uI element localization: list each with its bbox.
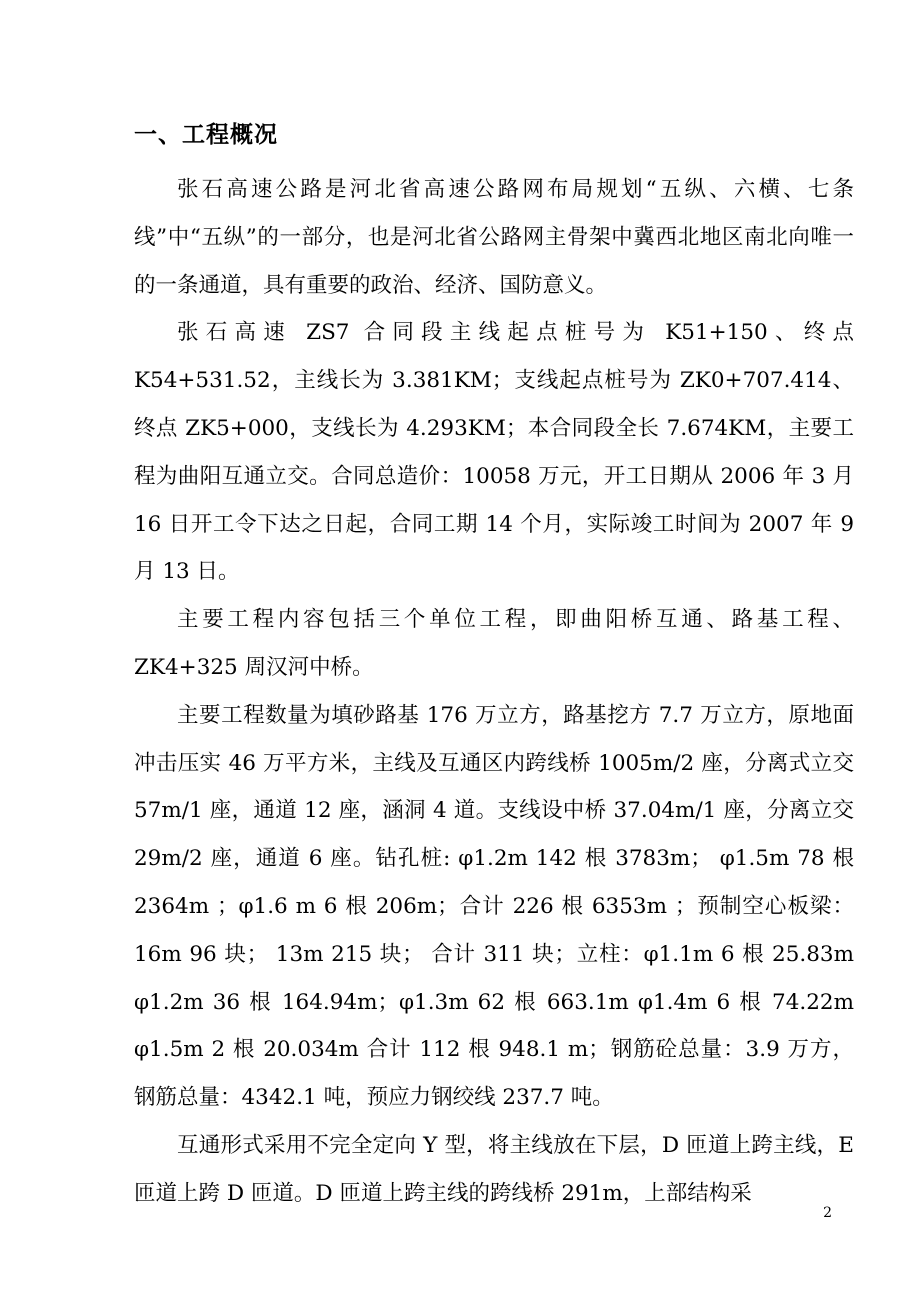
paragraph-work-quantities: 主要工程数量为填砂路基 176 万立方，路基挖方 7.7 万立方，原地面冲击压实 46 万平方米，主线及互通区内跨线桥 1005m/2 座，分离式立交 57m/1 座，通道 12 座，涵洞 4 道。支线设中桥 37.04m/1 座，分离立交 29m/2 座，通道 6 座。钻孔桩: φ1.2m 142 根 3783m； φ1.5m 78 根 2364m ；φ1.6 m 6 根 206m；合计 226 根 6353m ；预制空心板梁：16m 96 块； 13m 215 块； 合计 311 块；立柱：φ1.1m 6 根 25.83m φ1.2m 36 根 164.94m；φ1.3m 62 根 663.1m φ1.4m 6 根 74.22m φ1.5m 2 根 20.034m 合计 112 根 948.1 m；钢筋砼总量：3.9 万方，钢筋总量：4342.1 吨，预应力钢绞线 237.7 吨。: [134, 702, 855, 1111]
paragraph-interchange-form: 互通形式采用不完全定向 Y 型，将主线放在下层，D 匝道上跨主线，E 匝道上跨 D 匝道。D 匝道上跨主线的跨线桥 291m，上部结构采: [134, 1132, 854, 1206]
page-number: 2: [823, 1205, 832, 1221]
paragraph-work-content: 主要工程内容包括三个单位工程，即曲阳桥互通、路基工程、ZK4+325 周汉河中桥。: [134, 607, 854, 680]
paragraph-contract-section: 张石高速 ZS7 合同段主线起点桩号为 K51+150、终点 K54+531.52，主线长为 3.381KM；支线起点桩号为 ZK0+707.414、终点 ZK5+000，支线长为 4.293KM；本合同段全长 7.674KM，主要工程为曲阳互通立交。合同总造价：10058 万元，开工日期从 2006 年 3 月 16 日开工令下达之日起，合同工期 14 个月，实际竣工时间为 2007 年 9 月 13 日。: [134, 320, 854, 585]
paragraph-overview: 张石高速公路是河北省高速公路网布局规划“五纵、六横、七条线”中“五纵”的一部分，也是河北省公路网主骨架中冀西北地区南北向唯一的一条通道，具有重要的政治、经济、国防意义。: [134, 177, 854, 298]
section-heading: 一、工程概况: [134, 121, 278, 148]
body-text: [134, 166, 854, 1218]
